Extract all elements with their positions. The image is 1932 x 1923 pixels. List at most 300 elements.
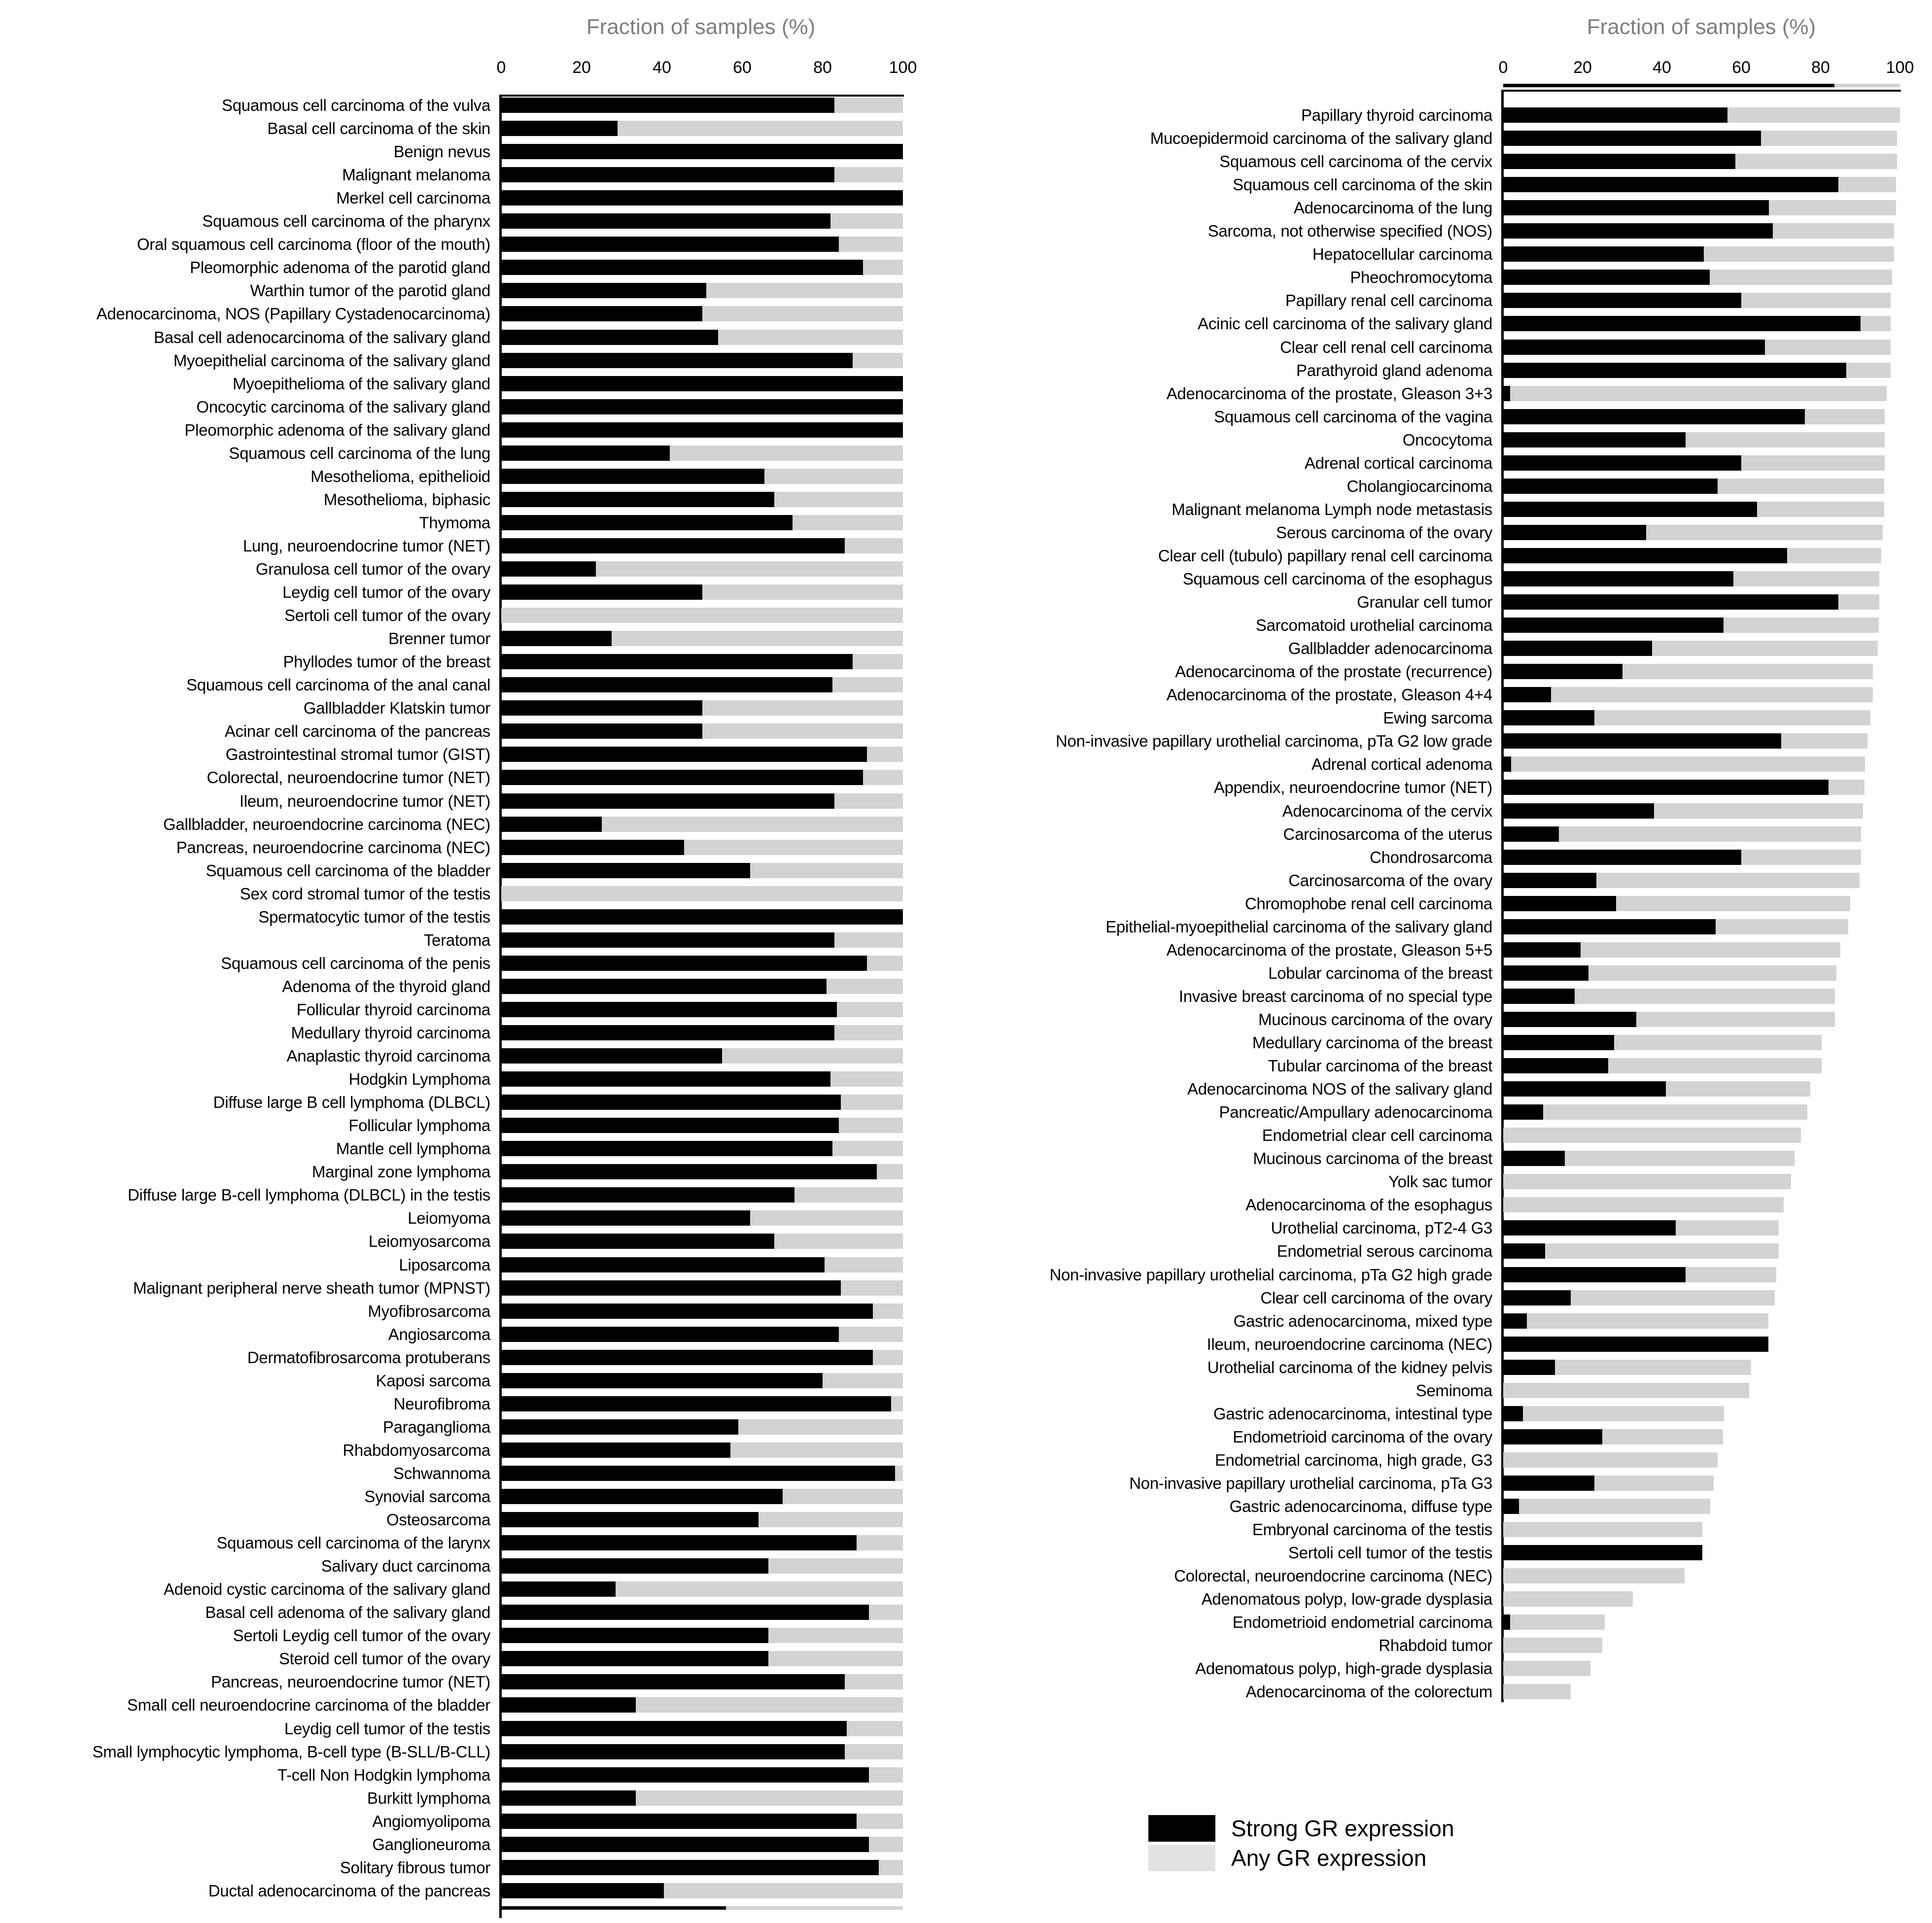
bar-strong-expression: [1503, 1058, 1608, 1073]
category-label: Non-invasive papillary urothelial carcinoma, pTa G2 high grade: [1049, 1265, 1492, 1284]
bar-strong-expression: [501, 1883, 664, 1898]
bar-strong-expression: [1503, 1337, 1768, 1352]
bar-row: [0, 1356, 1905, 1379]
category-label: Leydig cell tumor of the testis: [284, 1719, 490, 1738]
category-label: Neurofibroma: [393, 1394, 490, 1413]
bar-strong-expression: [501, 1814, 857, 1829]
bar-strong-expression: [1503, 1406, 1523, 1421]
category-label: Non-invasive papillary urothelial carcinoma, pTa G3: [1129, 1474, 1492, 1492]
bar-strong-expression: [1503, 826, 1559, 842]
legend-label-any: Any GR expression: [1231, 1845, 1427, 1871]
category-label: Mucoepidermoid carcinoma of the salivary gland: [1150, 129, 1492, 148]
category-label: Squamous cell carcinoma of the vagina: [1214, 407, 1492, 426]
bar-strong-expression: [1503, 1243, 1545, 1259]
bar-any-expression: [1503, 1383, 1749, 1398]
bar-strong-expression: [501, 1837, 869, 1852]
bar-row: [0, 1309, 1905, 1333]
bar-strong-expression: [501, 1860, 879, 1875]
bar-strong-expression: [1503, 246, 1704, 262]
bar-strong-expression: [1503, 1012, 1636, 1027]
bar-strong-expression: [1503, 293, 1741, 308]
category-label: Basal cell adenoma of the salivary gland: [205, 1603, 490, 1622]
clipped-bar-row: [0, 84, 1905, 89]
category-label: Oncocytic carcinoma of the salivary gland: [196, 397, 490, 416]
bar-strong-expression: [1503, 1290, 1571, 1305]
bar-strong-expression: [1503, 594, 1838, 610]
bar-strong-expression: [1503, 896, 1616, 911]
bar-any-expression: [1503, 1684, 1571, 1699]
bar-row: [0, 753, 1905, 776]
category-label: Clear cell renal cell carcinoma: [1280, 338, 1492, 356]
bar-strong-expression: [1503, 1267, 1686, 1282]
bar-row: [0, 266, 1905, 289]
bar-strong-expression: [1503, 1429, 1602, 1444]
category-label: Myoepithelioma of the salivary gland: [233, 374, 490, 393]
bar-row: [0, 1379, 1905, 1402]
category-label: Pancreas, neuroendocrine carcinoma (NEC): [176, 838, 490, 857]
bar-any-expression: [1503, 1638, 1602, 1653]
bar-row: [0, 729, 1905, 753]
bar-row: [0, 1495, 1905, 1518]
category-label: Epithelial-myoepithelial carcinoma of the salivary gland: [1105, 917, 1492, 936]
bar-strong-expression: [1503, 1360, 1555, 1375]
bar-row: [0, 1333, 1905, 1356]
bar-row: [0, 799, 1905, 823]
bar-row: [0, 1879, 908, 1902]
bar-any-expression: [1503, 1591, 1633, 1607]
bar-row: [0, 1740, 908, 1763]
category-label: Endometrioid endometrial carcinoma: [1232, 1613, 1492, 1632]
bar-strong-expression: [1503, 131, 1761, 146]
bar-strong-expression: [1503, 942, 1581, 958]
category-label: Endometrial serous carcinoma: [1276, 1242, 1492, 1261]
bar-strong-expression: [1503, 756, 1511, 772]
x-tick-label: 40: [653, 58, 671, 77]
bar-any-expression: [1503, 1661, 1590, 1676]
category-label: Mesothelioma, epithelioid: [310, 467, 490, 485]
bar-row: [0, 1008, 1905, 1031]
bar-strong-expression: [1503, 733, 1781, 749]
category-label: Papillary renal cell carcinoma: [1285, 291, 1492, 310]
bar-row: [0, 846, 1905, 869]
bar-strong-expression: [1503, 710, 1594, 725]
bar-row: [0, 1856, 908, 1879]
bar-strong-expression: [501, 1767, 869, 1783]
bar-row: [0, 892, 1905, 915]
category-label: Squamous cell carcinoma of the pharynx: [202, 212, 490, 231]
bar-row: [0, 1193, 1905, 1216]
bar-row: [0, 1587, 1905, 1611]
category-label: Brenner tumor: [388, 629, 490, 648]
x-axis-title: Fraction of samples (%): [586, 15, 816, 39]
bar-row: [0, 173, 1905, 196]
category-label: Spermatocytic tumor of the testis: [258, 907, 490, 926]
bar-any-expression: [1503, 1522, 1702, 1537]
bar-any-expression: [1503, 1568, 1685, 1583]
bar-row: [0, 1810, 908, 1833]
bar-row: [0, 1564, 1905, 1587]
category-label: Merkel cell carcinoma: [336, 189, 490, 207]
legend-swatch-strong: [1148, 1815, 1215, 1842]
category-label: Seminoma: [1415, 1381, 1492, 1400]
category-label: Angiomyolipoma: [372, 1812, 490, 1830]
category-label: Medullary carcinoma of the breast: [1252, 1033, 1492, 1052]
bar-strong-expression: [501, 1744, 845, 1759]
bar-row: [0, 1031, 1905, 1054]
category-label: Urothelial carcinoma of the kidney pelvis: [1207, 1358, 1492, 1376]
category-label: Sertoli Leydig cell tumor of the ovary: [233, 1626, 490, 1645]
bar-row: [0, 823, 1905, 846]
bar-row: [0, 637, 1905, 660]
category-label: Ewing sarcoma: [1383, 709, 1492, 727]
category-label: Granular cell tumor: [1357, 593, 1492, 612]
bar-strong-expression: [1503, 316, 1861, 331]
bar-row: [0, 1448, 1905, 1472]
category-label: Dermatofibrosarcoma protuberans: [247, 1348, 490, 1367]
x-tick-label: 80: [1811, 58, 1830, 77]
bar-row: [0, 196, 1905, 219]
bar-strong-expression: [1503, 618, 1724, 633]
bar-row: [0, 242, 1905, 266]
bar-row: [0, 405, 1905, 428]
bar-row: [0, 312, 1905, 335]
bar-row: [0, 1472, 1905, 1495]
category-label: Adenocarcinoma of the cervix: [1282, 801, 1492, 820]
category-label: Adenocarcinoma of the prostate, Gleason 5+5: [1166, 940, 1492, 959]
category-label: Pleomorphic adenoma of the parotid gland: [190, 258, 490, 277]
bar-row: [0, 869, 1905, 892]
category-label: Small cell neuroendocrine carcinoma of the bladder: [127, 1696, 490, 1715]
x-tick-label: 100: [1886, 58, 1914, 77]
bar-row: [0, 1216, 1905, 1239]
bar-strong-expression: [501, 1790, 636, 1806]
category-label: Invasive breast carcinoma of no special type: [1178, 987, 1492, 1005]
bar-row: [0, 1611, 1905, 1634]
category-label: Oncocytoma: [1402, 430, 1492, 449]
x-tick-label: 0: [1498, 58, 1508, 77]
category-label: Adrenal cortical carcinoma: [1304, 453, 1492, 472]
category-label: Appendix, neuroendocrine tumor (NET): [1213, 778, 1492, 797]
category-label: Carcinosarcoma of the uterus: [1283, 824, 1492, 843]
category-label: Yolk sac tumor: [1388, 1172, 1492, 1191]
category-label: Pheochromocytoma: [1350, 268, 1492, 287]
category-label: Adenocarcinoma of the prostate, Gleason 4+4: [1166, 686, 1492, 704]
category-label: Squamous cell carcinoma of the cervix: [1219, 152, 1492, 171]
category-label: Adenoma of the thyroid gland: [282, 977, 490, 996]
category-label: Oral squamous cell carcinoma (floor of the mouth): [137, 235, 490, 254]
category-label: Sertoli cell tumor of the testis: [1288, 1544, 1492, 1562]
bar-strong-expression: [1503, 850, 1741, 865]
bar-strong-expression: [1503, 200, 1769, 215]
category-label: Diffuse large B-cell lymphoma (DLBCL) in the testis: [127, 1186, 490, 1204]
category-label: Sex cord stromal tumor of the testis: [240, 884, 490, 903]
bar-row: [0, 382, 1905, 405]
bar-strong-expression: [1503, 1220, 1676, 1236]
bar-row: [0, 683, 1905, 706]
category-label: Pleomorphic adenoma of the salivary gland: [184, 420, 490, 439]
x-tick-label: 80: [813, 58, 832, 77]
bar-any-expression: [1503, 1128, 1801, 1143]
bar-row: [0, 567, 1905, 590]
bar-strong-expression: [1503, 1081, 1666, 1097]
category-label: Ganglioneuroma: [372, 1835, 490, 1854]
category-label: Mesothelioma, biphasic: [323, 490, 490, 509]
category-label: Colorectal, neuroendocrine tumor (NET): [207, 768, 490, 787]
category-label: Clear cell carcinoma of the ovary: [1260, 1288, 1492, 1307]
bar-row: [0, 706, 1905, 729]
clipped-bar-row: [0, 1906, 908, 1911]
category-label: Burkitt lymphoma: [367, 1788, 490, 1807]
category-label: Adenocarcinoma of the esophagus: [1245, 1196, 1492, 1214]
bar-row: [0, 1147, 1905, 1170]
category-label: Anaplastic thyroid carcinoma: [286, 1047, 490, 1065]
bar-any-expression: [1503, 756, 1865, 772]
bar-strong-expression: [1503, 154, 1735, 169]
category-label: Adrenal cortical adenoma: [1311, 755, 1492, 774]
bar-row: [0, 150, 1905, 173]
category-label: Adenocarcinoma of the colorectum: [1245, 1683, 1492, 1701]
bar-strong-expression: [1503, 525, 1646, 540]
legend-swatch-any: [1148, 1845, 1215, 1871]
category-label: Benign nevus: [393, 142, 490, 161]
bar-strong-expression: [1503, 919, 1716, 934]
legend-item-strong: [1148, 1814, 1454, 1843]
bar-strong-expression: [501, 1721, 847, 1736]
bar-row: [0, 962, 1905, 985]
bar-row: [0, 660, 1905, 683]
bar-strong-expression: [1503, 177, 1838, 192]
category-label: Warthin tumor of the parotid gland: [250, 281, 490, 300]
category-label: Papillary thyroid carcinoma: [1301, 106, 1492, 124]
bar-strong-expression: [1503, 664, 1622, 679]
bar-strong-expression: [1503, 223, 1773, 239]
category-label: Mucinous carcinoma of the breast: [1253, 1149, 1492, 1168]
category-label: Steroid cell tumor of the ovary: [278, 1649, 490, 1668]
bar-row: [0, 1402, 1905, 1425]
category-label: Solitary fibrous tumor: [340, 1858, 490, 1877]
bar-strong-expression: [1503, 1151, 1565, 1166]
category-label: Diffuse large B cell lymphoma (DLBCL): [213, 1093, 490, 1112]
category-label: Squamous cell carcinoma of the skin: [1233, 175, 1492, 194]
bar-row: [0, 1170, 1905, 1193]
category-label: Serous carcinoma of the ovary: [1276, 523, 1492, 542]
bar-row: [0, 1239, 1905, 1263]
bar-strong-expression: [1503, 409, 1805, 424]
category-label: Embryonal carcinoma of the testis: [1252, 1520, 1492, 1539]
bar-strong-expression: [1503, 479, 1718, 494]
bar-strong-expression: [1503, 502, 1757, 517]
category-label: Granulosa cell tumor of the ovary: [255, 560, 490, 578]
category-label: Lung, neuroendocrine tumor (NET): [242, 536, 490, 555]
category-label: Squamous cell carcinoma of the larynx: [216, 1534, 490, 1552]
bar-row: [0, 776, 1905, 799]
x-tick-label: 100: [889, 58, 917, 77]
category-label: Rhabdoid tumor: [1379, 1636, 1492, 1655]
bar-row: [0, 1124, 1905, 1147]
bar-row: [0, 1786, 908, 1810]
category-label: Medullary thyroid carcinoma: [291, 1024, 490, 1042]
category-label: Carcinosarcoma of the ovary: [1288, 871, 1492, 890]
category-label: Pancreatic/Ampullary adenocarcinoma: [1219, 1103, 1492, 1122]
category-label: T-cell Non Hodgkin lymphoma: [277, 1765, 490, 1784]
category-label: Ileum, neuroendocrine carcinoma (NEC): [1207, 1335, 1492, 1353]
category-label: Adenocarcinoma, NOS (Papillary Cystadenocarcinoma): [96, 305, 490, 323]
category-label: Synovial sarcoma: [364, 1487, 490, 1506]
bar-row: [0, 1425, 1905, 1448]
x-axis-line: [1503, 90, 1901, 92]
bar-row: [0, 1833, 908, 1856]
bar-strong-expression: [1503, 1104, 1543, 1120]
x-tick-label: 0: [496, 58, 506, 77]
bar-row: [0, 1054, 1905, 1077]
category-label: Paraganglioma: [382, 1417, 490, 1436]
bar-any-expression: [1503, 1104, 1807, 1120]
bar-strong-expression: [501, 1906, 726, 1910]
category-label: Salivary duct carcinoma: [321, 1557, 490, 1576]
category-label: Myoepithelial carcinoma of the salivary gland: [173, 351, 490, 370]
bar-strong-expression: [1503, 1476, 1594, 1491]
bar-row: [0, 1680, 1905, 1703]
category-label: Liposarcoma: [399, 1255, 490, 1274]
category-label: Thymoma: [419, 513, 490, 532]
category-label: Rhabdomyosarcoma: [343, 1441, 490, 1459]
bar-strong-expression: [1503, 1614, 1510, 1630]
category-label: Tubular carcinoma of the breast: [1268, 1057, 1492, 1075]
category-label: Acinic cell carcinoma of the salivary gland: [1198, 314, 1492, 333]
bar-any-expression: [1503, 1174, 1791, 1189]
category-label: Clear cell (tubulo) papillary renal cell carcinoma: [1158, 546, 1492, 565]
bar-any-expression: [1503, 1452, 1718, 1468]
bar-strong-expression: [1503, 965, 1588, 981]
category-label: Gallbladder adenocarcinoma: [1288, 639, 1492, 658]
bar-row: [0, 1763, 908, 1786]
bar-strong-expression: [1503, 687, 1551, 702]
category-label: Gallbladder, neuroendocrine carcinoma (NEC): [163, 815, 490, 833]
x-axis-title: Fraction of samples (%): [1587, 15, 1816, 39]
bar-strong-expression: [1503, 1545, 1702, 1560]
bar-row: [0, 521, 1905, 544]
category-label: Squamous cell carcinoma of the lung: [229, 444, 490, 462]
bar-strong-expression: [1503, 84, 1834, 87]
category-label: Teratoma: [423, 930, 490, 949]
bar-strong-expression: [1503, 270, 1710, 285]
bar-strong-expression: [1503, 873, 1596, 888]
bar-row: [0, 475, 1905, 498]
bar-row: [0, 428, 1905, 451]
category-label: Myofibrosarcoma: [368, 1302, 490, 1320]
category-label: Malignant melanoma Lymph node metastasis: [1172, 500, 1492, 518]
bar-strong-expression: [1503, 780, 1828, 795]
legend-label-strong: Strong GR expression: [1231, 1816, 1454, 1841]
legend: [1148, 1814, 1454, 1873]
bar-any-expression: [1503, 1197, 1784, 1212]
category-label: Pancreas, neuroendocrine tumor (NET): [211, 1673, 490, 1691]
bar-row: [0, 938, 1905, 962]
bar-row: [0, 915, 1905, 938]
bar-strong-expression: [1503, 571, 1733, 586]
category-label: Sarcomatoid urothelial carcinoma: [1255, 616, 1492, 635]
bar-row: [0, 614, 1905, 637]
bar-strong-expression: [1503, 1313, 1527, 1329]
category-label: Squamous cell carcinoma of the anal canal: [186, 676, 490, 694]
x-tick-label: 60: [1732, 58, 1751, 77]
bar-strong-expression: [1503, 803, 1654, 819]
bar-row: [0, 359, 1905, 382]
category-label: Chromophobe renal cell carcinoma: [1244, 894, 1492, 913]
bar-row: [0, 590, 1905, 614]
category-label: Sarcoma, not otherwise specified (NOS): [1208, 222, 1492, 240]
bar-strong-expression: [1503, 107, 1727, 123]
bar-strong-expression: [1503, 1499, 1519, 1514]
category-label: Endometrial carcinoma, high grade, G3: [1214, 1450, 1492, 1469]
bar-strong-expression: [1503, 455, 1741, 471]
category-label: Sertoli cell tumor of the ovary: [284, 606, 490, 625]
x-tick-label: 60: [733, 58, 752, 77]
category-label: Adenocarcinoma of the prostate (recurrence): [1175, 662, 1492, 681]
bar-strong-expression: [1503, 340, 1765, 355]
bar-row: [0, 289, 1905, 312]
bar-strong-expression: [1503, 1035, 1614, 1050]
category-label: Adenocarcinoma NOS of the salivary gland: [1187, 1080, 1492, 1099]
bar-strong-expression: [1503, 989, 1575, 1004]
category-label: Acinar cell carcinoma of the pancreas: [224, 722, 490, 741]
category-label: Leiomyoma: [408, 1209, 490, 1228]
bar-any-expression: [1503, 1406, 1724, 1421]
category-label: Chondrosarcoma: [1370, 848, 1492, 866]
category-label: Adenocarcinoma of the prostate, Gleason 3+3: [1166, 384, 1492, 403]
category-label: Ductal adenocarcinoma of the pancreas: [208, 1881, 490, 1900]
category-label: Endometrial clear cell carcinoma: [1262, 1126, 1492, 1145]
category-label: Hodgkin Lymphoma: [348, 1070, 490, 1089]
bar-row: [0, 544, 1905, 567]
category-label: Gastric adenocarcinoma, intestinal type: [1213, 1404, 1492, 1423]
category-label: Phyllodes tumor of the breast: [283, 652, 490, 671]
bar-any-expression: [1503, 687, 1873, 702]
category-label: Marginal zone lymphoma: [311, 1163, 490, 1181]
category-label: Hepatocellular carcinoma: [1312, 245, 1492, 264]
category-label: Squamous cell carcinoma of the penis: [221, 954, 490, 972]
bar-any-expression: [1503, 1614, 1605, 1630]
bar-row: [0, 985, 1905, 1008]
bar-any-expression: [1503, 386, 1887, 401]
category-label: Adenocarcinoma of the lung: [1293, 199, 1492, 217]
category-label: Squamous cell carcinoma of the vulva: [222, 96, 490, 114]
bar-strong-expression: [1503, 363, 1846, 378]
bar-row: [0, 1286, 1905, 1309]
category-label: Lobular carcinoma of the breast: [1268, 963, 1492, 982]
category-label: Ileum, neuroendocrine tumor (NET): [239, 791, 490, 810]
category-label: Small lymphocytic lymphoma, B-cell type (B-SLL/B-CLL): [92, 1742, 490, 1761]
bar-row: [0, 1518, 1905, 1541]
category-label: Cholangiocarcinoma: [1346, 477, 1492, 495]
x-tick-label: 20: [1573, 58, 1592, 77]
bar-row: [0, 1541, 1905, 1564]
bar-row: [0, 1657, 1905, 1680]
bar-strong-expression: [1503, 432, 1686, 447]
category-label: Adenoid cystic carcinoma of the salivary gland: [163, 1580, 490, 1599]
bar-strong-expression: [1503, 548, 1787, 563]
category-label: Follicular lymphoma: [348, 1116, 490, 1135]
bar-row: [0, 336, 1905, 359]
bar-row: [0, 219, 1905, 242]
category-label: Non-invasive papillary urothelial carcinoma, pTa G2 low grade: [1056, 732, 1492, 751]
category-label: Mantle cell lymphoma: [336, 1139, 490, 1158]
category-label: Gastrointestinal stromal tumor (GIST): [225, 745, 490, 764]
bar-row: [0, 451, 1905, 475]
category-label: Endometrioid carcinoma of the ovary: [1233, 1427, 1492, 1446]
bar-any-expression: [1503, 1313, 1768, 1329]
category-label: Adenomatous polyp, high-grade dysplasia: [1195, 1659, 1492, 1678]
